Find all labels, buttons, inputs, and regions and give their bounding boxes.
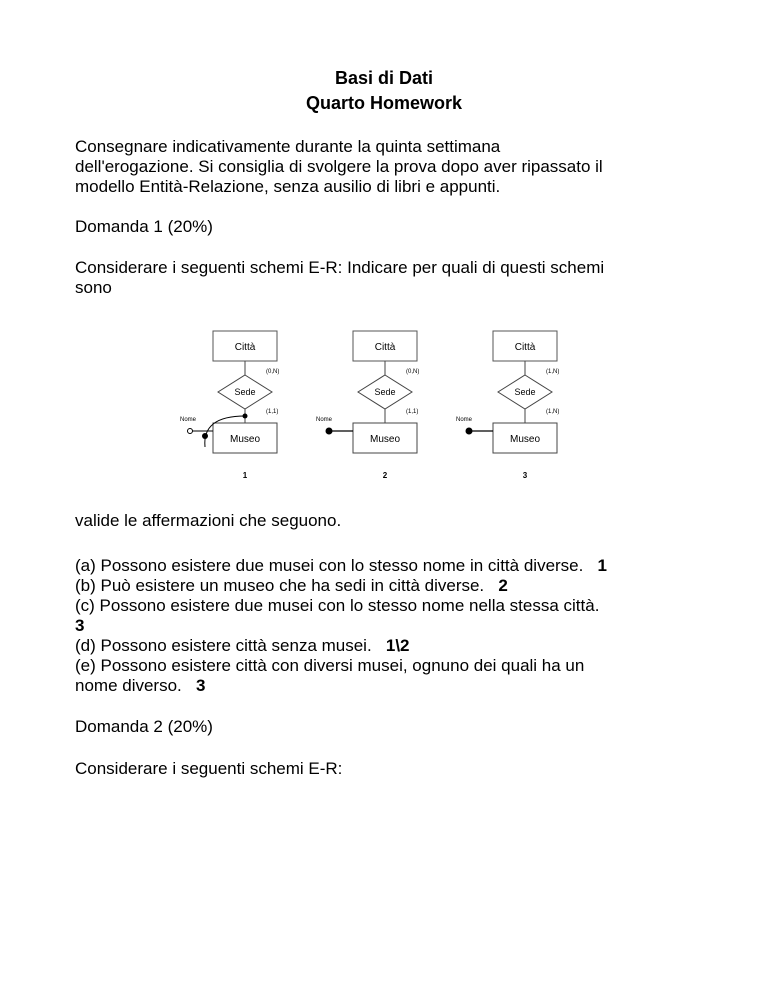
attribute-nome-dot	[188, 429, 193, 434]
statement-e-line-2	[75, 676, 695, 696]
relationship-sede-label: Sede	[514, 387, 536, 397]
statement-b	[75, 576, 695, 596]
statement-a-answer: 1	[597, 556, 607, 575]
cardinality-bottom: (1,N)	[546, 409, 560, 415]
statement-d	[75, 636, 695, 656]
entity-museo-label: Museo	[369, 434, 401, 445]
er-diagram-2	[316, 331, 419, 480]
cardinality-top: (1,N)	[546, 369, 560, 375]
diagram-number: 1	[242, 471, 248, 480]
statement-c-text: (c) Possono esistere due musei con lo stesso nome nella stessa città.	[75, 596, 600, 615]
statement-e-text: nome diverso.	[75, 676, 182, 695]
relationship-sede-label: Sede	[234, 387, 256, 397]
attribute-nome-label: Nome	[316, 417, 333, 423]
question-2-prompt: Considerare i seguenti schemi E-R:	[75, 759, 343, 778]
entity-museo-label: Museo	[509, 434, 541, 445]
relationship-sede-label: Sede	[374, 387, 396, 397]
question-1-heading: Domanda 1 (20%)	[75, 217, 213, 236]
entity-citta-label: Città	[374, 342, 396, 353]
attribute-nome-label: Nome	[180, 417, 197, 423]
figure-continuation-text: valide le affermazioni che seguono.	[75, 511, 342, 530]
cardinality-bottom: (1,1)	[406, 409, 419, 415]
question-2-heading: Domanda 2 (20%)	[75, 717, 213, 736]
statement-e-line-1: (e) Possono esistere città con diversi musei, ognuno dei quali ha un	[75, 656, 585, 675]
statement-e-answer: 3	[195, 676, 206, 695]
statement-a-text: (a) Possono esistere due musei con lo stesso nome in città diverse.	[75, 556, 584, 575]
identifier-dot	[326, 428, 333, 435]
intro-line-1: Consegnare indicativamente durante la quinta settimana	[75, 137, 501, 156]
entity-citta-label: Città	[234, 342, 256, 353]
entity-museo-label: Museo	[229, 434, 261, 445]
diagram-number: 3	[522, 471, 528, 480]
cardinality-bottom: (1,1)	[266, 409, 279, 415]
statement-a	[75, 556, 695, 576]
document-title: Basi di Dati	[334, 68, 434, 88]
entity-citta-label: Città	[514, 342, 536, 353]
er-diagram-1	[180, 331, 279, 480]
question-1-prompt-line-1: Considerare i seguenti schemi E-R: Indicare per quali di questi schemi	[75, 258, 605, 277]
intro-line-2: dell'erogazione. Si consiglia di svolgere la prova dopo aver ripassato il	[75, 157, 603, 176]
statement-d-answer: 1\2	[385, 636, 410, 655]
cardinality-top: (0,N)	[266, 369, 280, 375]
diagram-number: 2	[382, 471, 388, 480]
er-diagrams-figure	[175, 325, 595, 485]
document-subtitle: Quarto Homework	[305, 93, 463, 113]
statement-d-text: (d) Possono esistere città senza musei.	[75, 636, 372, 655]
statement-b-answer: 2	[498, 576, 508, 595]
statement-b-text: (b) Può esistere un museo che ha sedi in città diverse.	[75, 576, 485, 595]
statement-c-answer: 3	[75, 616, 85, 635]
attribute-nome-label: Nome	[456, 417, 473, 423]
intro-line-3: modello Entità-Relazione, senza ausilio di libri e appunti.	[75, 177, 501, 196]
question-1-prompt-line-2: sono	[75, 278, 112, 297]
er-diagram-3	[456, 331, 559, 480]
identifier-dot	[466, 428, 473, 435]
cardinality-top: (0,N)	[406, 369, 420, 375]
